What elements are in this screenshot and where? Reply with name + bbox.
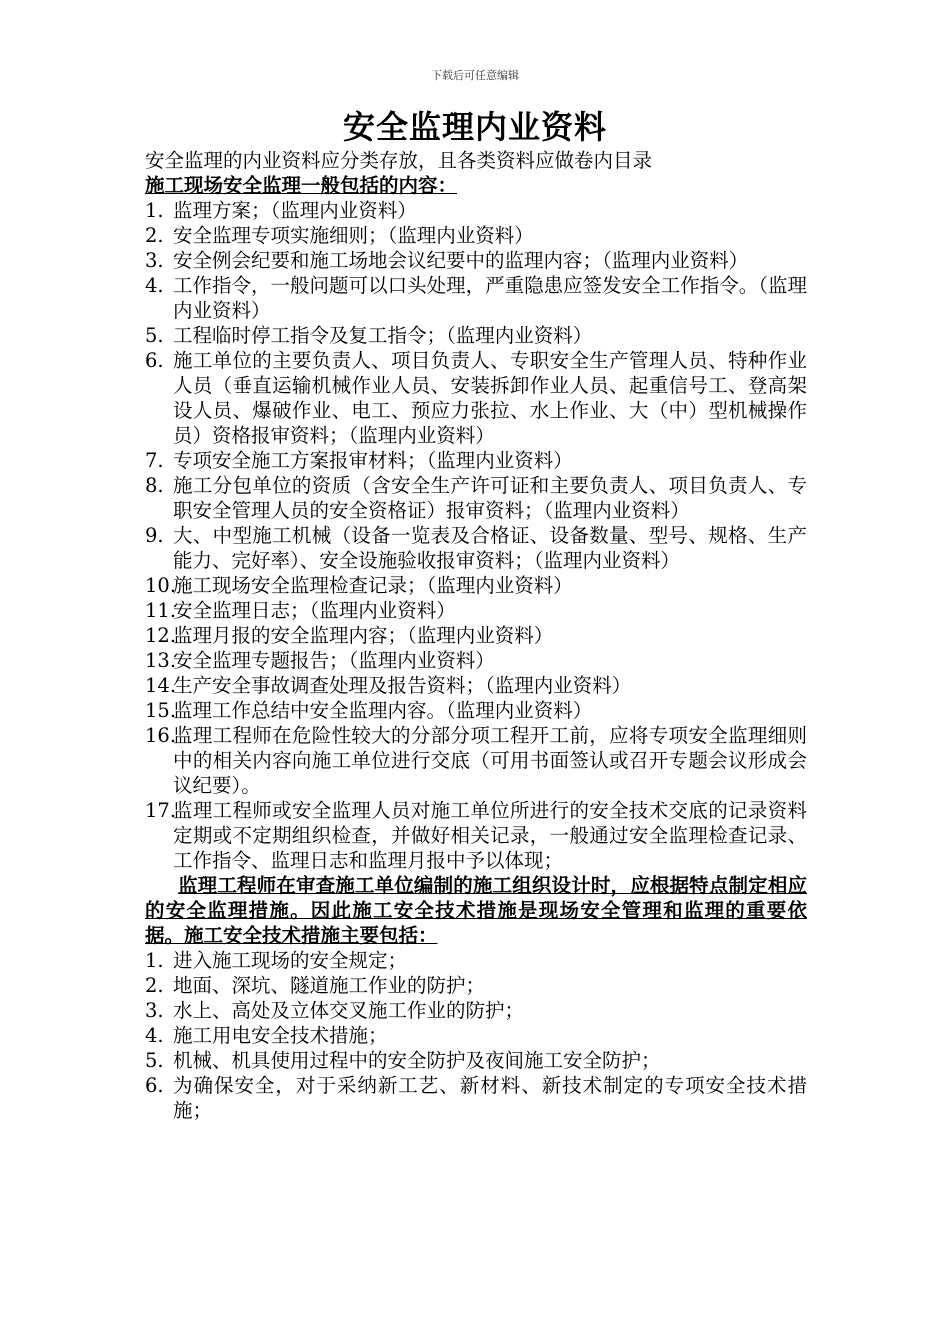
item-text: 监理月报的安全监理内容；（监理内业资料） (173, 624, 554, 647)
item-text: 安全监理日志；（监理内业资料） (173, 599, 456, 622)
list-item (145, 973, 807, 998)
document-title: 安全监理内业资料 (342, 108, 607, 146)
section1-heading: 施工现场安全监理一般包括的内容： (145, 174, 458, 197)
item-number: 5. (145, 1049, 164, 1072)
item-number: 4. (145, 1024, 164, 1047)
item-number: 2. (145, 974, 164, 997)
item-text: 安全监理专项实施细则；（监理内业资料） (173, 224, 534, 247)
item-number: 3. (145, 249, 164, 272)
item-text: 安全例会纪要和施工场地会议纪要中的监理内容；（监理内业资料） (173, 249, 749, 272)
item-number: 13. (145, 649, 177, 672)
list-item (145, 573, 807, 598)
list-item (145, 323, 807, 348)
list-item (145, 648, 807, 673)
item-number: 2. (145, 224, 164, 247)
list-item (145, 1073, 807, 1123)
item-number: 8. (145, 474, 164, 497)
list-item (145, 798, 807, 873)
item-number: 6. (145, 1074, 164, 1097)
item-number: 6. (145, 349, 164, 372)
section2-heading: 监理工程师在审查施工单位编制的施工组织设计时，应根据特点制定相应的安全监理措施。因此施工安全技术措施是现场安全管理和监理的重要依据。施工安全技术措施主要包括： (145, 874, 807, 947)
item-text: 大、中型施工机械（设备一览表及合格证、设备数量、型号、规格、生产能力、完好率）、安全设施验收报审资料；（监理内业资料） (173, 524, 807, 572)
item-text: 施工现场安全监理检查记录；（监理内业资料） (173, 574, 573, 597)
item-number: 12. (145, 624, 177, 647)
item-number: 10. (145, 574, 177, 597)
item-text: 进入施工现场的安全规定； (173, 949, 408, 972)
section1-list (145, 198, 807, 873)
item-text: 监理工程师或安全监理人员对施工单位所进行的安全技术交底的记录资料定期或不定期组织检查，并做好相关记录，一般通过安全监理检查记录、工作指令、监理日志和监理月报中予以体现； (173, 799, 807, 872)
item-number: 11. (145, 599, 177, 622)
item-number: 1. (145, 949, 164, 972)
item-text: 施工单位的主要负责人、项目负责人、专职安全生产管理人员、特种作业人员（垂直运输机械作业人员、安装拆卸作业人员、起重信号工、登高架设人员、爆破作业、电工、预应力张拉、水上作业、大（中）型机械操作员）资格报审资料；（监理内业资料） (173, 349, 807, 447)
section2-list (145, 948, 807, 1123)
item-text: 生产安全事故调查处理及报告资料；（监理内业资料） (173, 674, 632, 697)
list-item (145, 698, 807, 723)
list-item (145, 273, 807, 323)
item-number: 15. (145, 699, 177, 722)
item-number: 9. (145, 524, 164, 547)
item-text: 施工用电安全技术措施； (173, 1024, 388, 1047)
item-text: 施工分包单位的资质（含安全生产许可证和主要负责人、项目负责人、专职安全管理人员的安全资格证）报审资料；（监理内业资料） (173, 474, 807, 522)
header-note: 下载后可任意编辑 (431, 69, 519, 82)
list-item (145, 598, 807, 623)
intro-paragraph: 安全监理的内业资料应分类存放，且各类资料应做卷内目录 (145, 149, 653, 172)
item-number: 4. (145, 274, 164, 297)
list-item (145, 223, 807, 248)
item-text: 地面、深坑、隧道施工作业的防护； (173, 974, 486, 997)
list-item (145, 948, 807, 973)
item-text: 安全监理专题报告；（监理内业资料） (173, 649, 495, 672)
document-body (145, 148, 807, 1123)
item-number: 17. (145, 799, 177, 822)
item-number: 7. (145, 449, 164, 472)
list-item (145, 448, 807, 473)
item-text: 监理工程师在危险性较大的分部分项工程开工前，应将专项安全监理细则中的相关内容向施工单位进行交底（可用书面签认或召开专题会议形成会议纪要）。 (173, 724, 807, 797)
list-item (145, 723, 807, 798)
list-item (145, 1023, 807, 1048)
item-number: 1. (145, 199, 164, 222)
item-text: 专项安全施工方案报审材料；（监理内业资料） (173, 449, 573, 472)
list-item (145, 1048, 807, 1073)
item-number: 3. (145, 999, 164, 1022)
item-text: 工作指令，一般问题可以口头处理，严重隐患应签发安全工作指令。（监理内业资料） (173, 274, 807, 322)
item-text: 为确保安全，对于采纳新工艺、新材料、新技术制定的专项安全技术措施； (173, 1074, 807, 1122)
item-text: 水上、高处及立体交叉施工作业的防护； (173, 999, 525, 1022)
list-item (145, 998, 807, 1023)
item-text: 机械、机具使用过程中的安全防护及夜间施工安全防护； (173, 1049, 661, 1072)
item-number: 14. (145, 674, 177, 697)
list-item (145, 473, 807, 523)
list-item (145, 198, 807, 223)
list-item (145, 673, 807, 698)
list-item (145, 523, 807, 573)
list-item (145, 623, 807, 648)
item-text: 工程临时停工指令及复工指令；（监理内业资料） (173, 324, 593, 347)
item-text: 监理方案；（监理内业资料） (173, 199, 417, 222)
list-item (145, 248, 807, 273)
list-item (145, 348, 807, 448)
item-text: 监理工作总结中安全监理内容。（监理内业资料） (173, 699, 593, 722)
item-number: 16. (145, 724, 177, 747)
item-number: 5. (145, 324, 164, 347)
